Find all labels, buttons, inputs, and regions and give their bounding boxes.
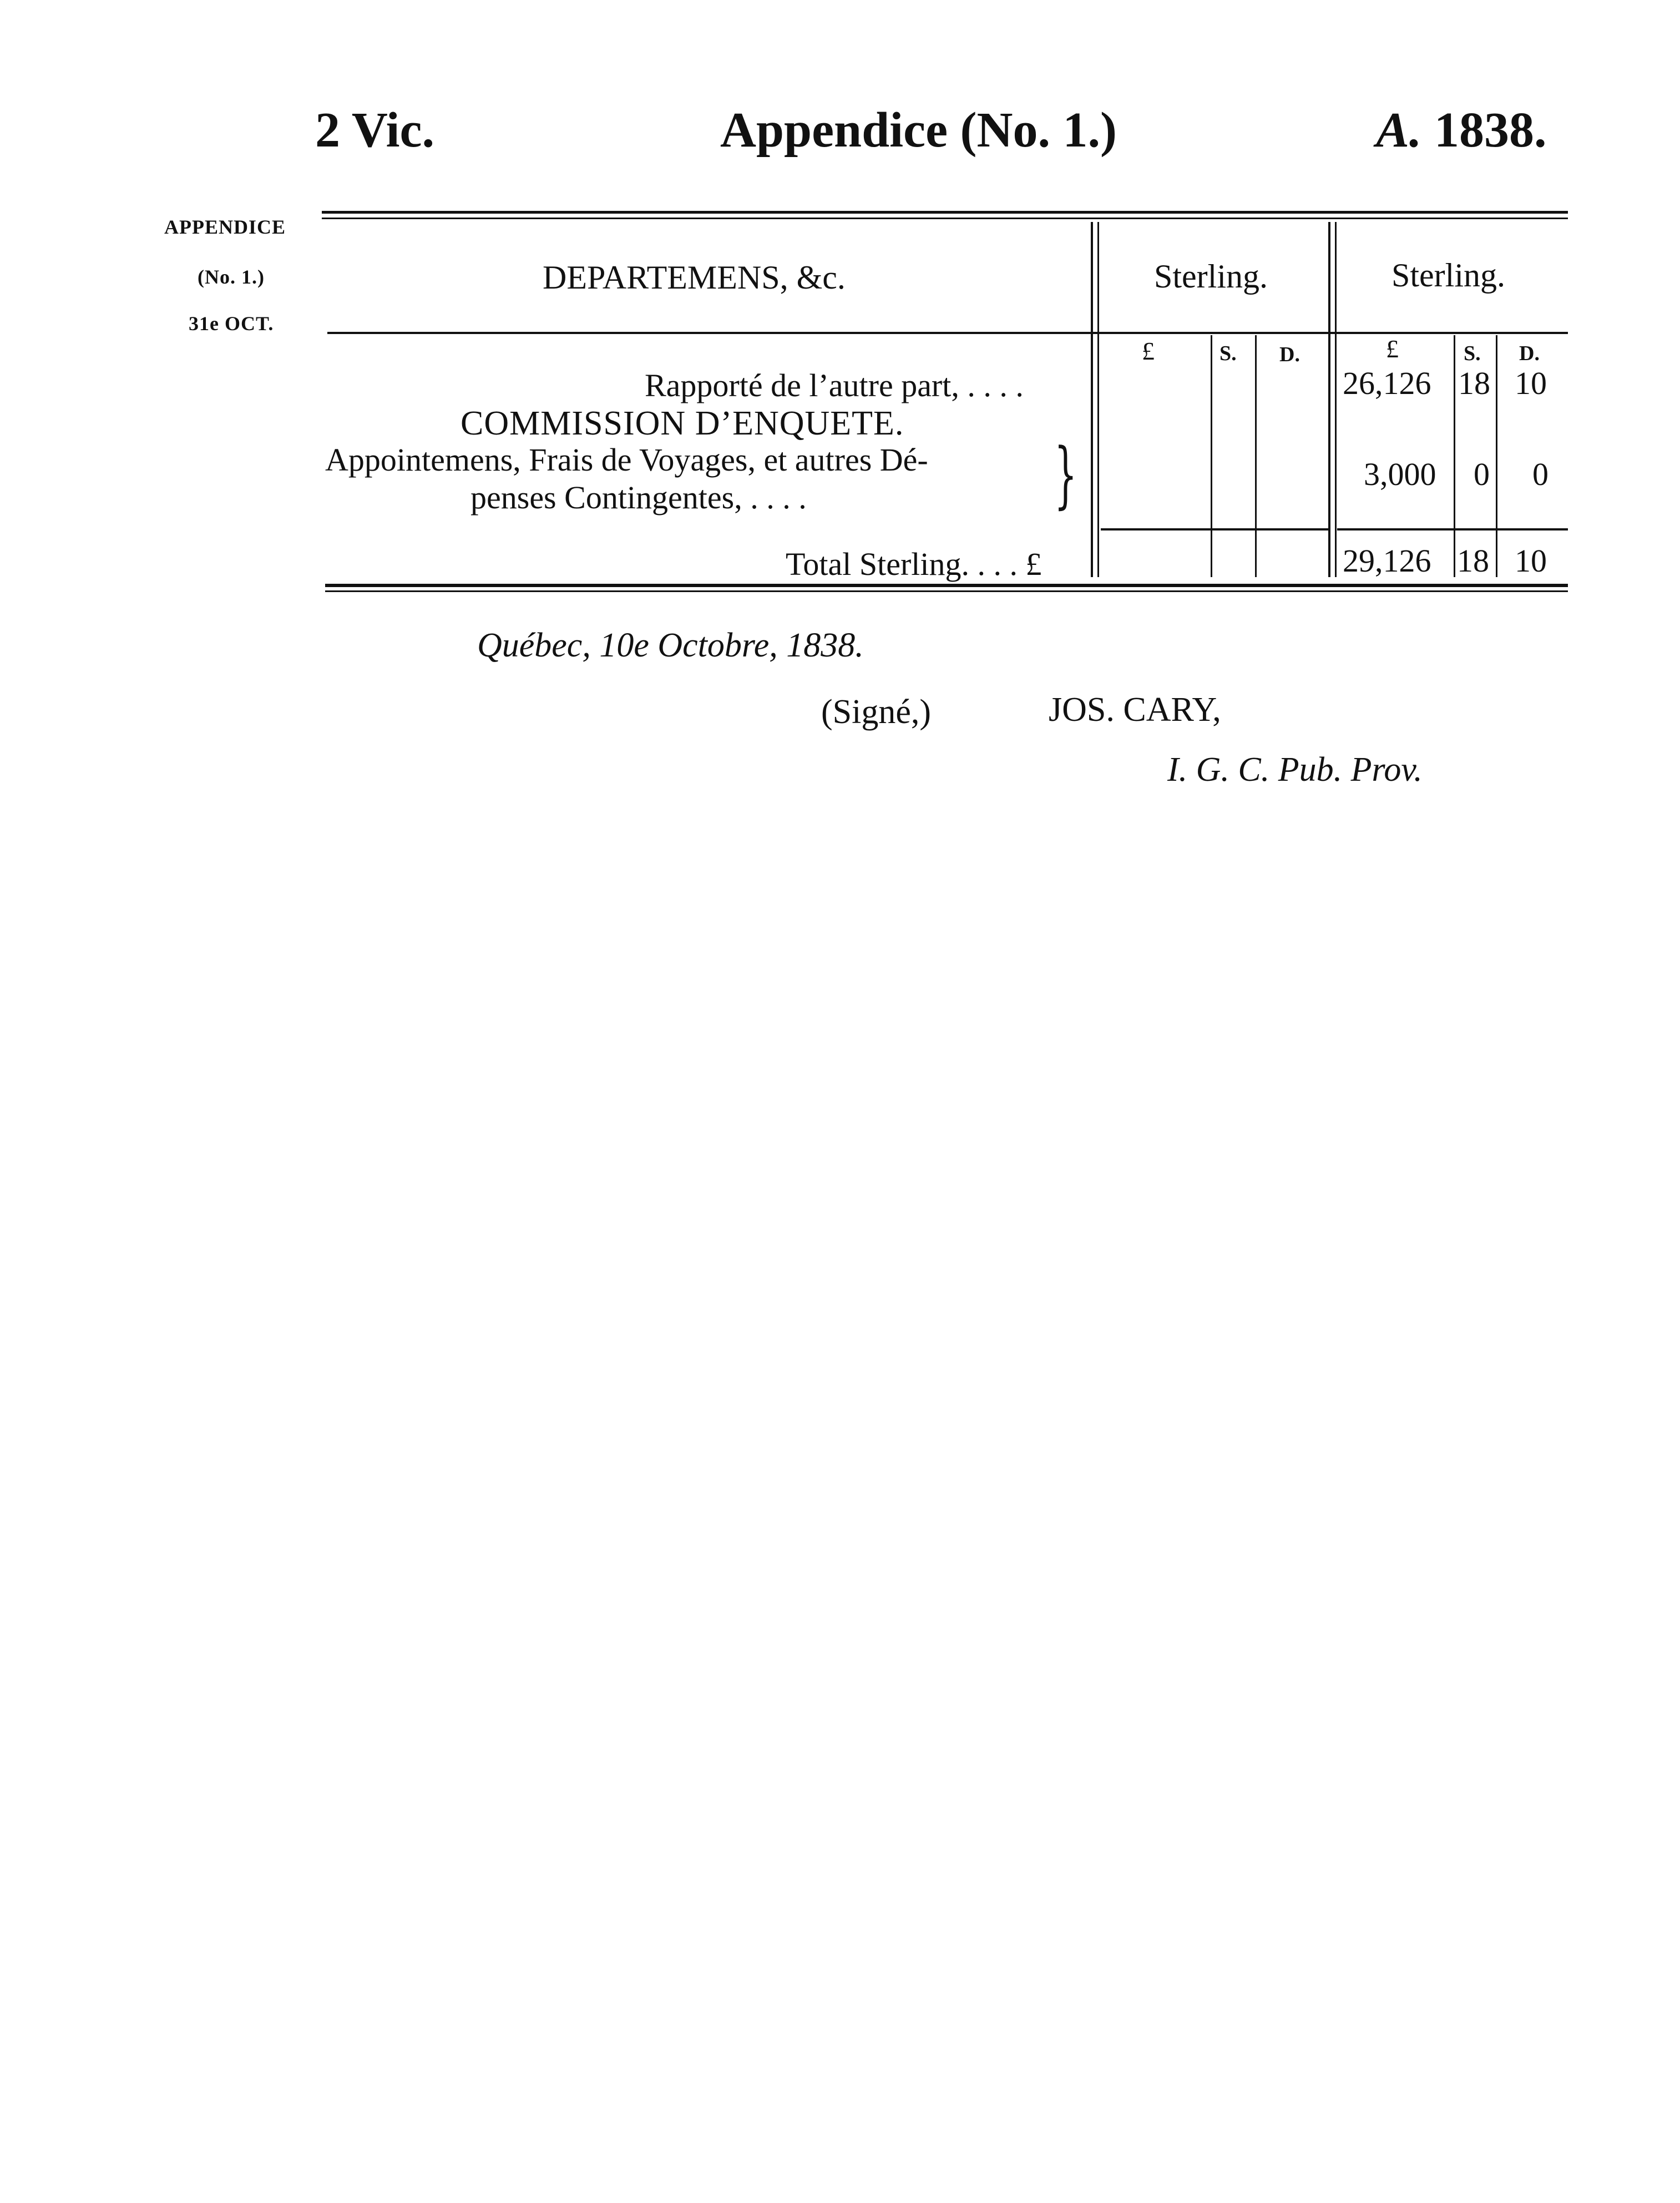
table-bottom-rule-thin [325,590,1568,592]
subcolumn-rule [1211,335,1212,577]
subcolumn-rule [1454,335,1455,577]
unit-pence-1: D. [1279,343,1300,366]
header-separator-rule [327,332,1568,334]
margin-note-date: 31e OCT. [189,312,274,335]
signatory-name: JOS. CARY, [1049,691,1221,729]
column-header-departements: DEPARTEMENS, &c. [543,259,846,296]
unit-shilling-1: S. [1219,342,1237,365]
running-head-title: Appendice (No. 1.) [720,103,1117,158]
row-total-pounds: 29,126 [1343,543,1431,579]
column-rule [1328,222,1330,577]
running-head-letter: A. [1376,103,1422,158]
row-appointments-label-line1: Appointemens, Frais de Voyages, et autres Dé- [325,442,928,478]
brace-symbol: } [1054,432,1077,517]
row-appointments-pounds: 3,000 [1364,456,1436,492]
column-header-sterling-1: Sterling. [1154,258,1268,295]
running-head-left: 2 Vic. [315,103,434,158]
subtotal-rule-2 [1337,528,1568,530]
row-total-shillings: 18 [1457,543,1489,579]
row-total-pence: 10 [1515,543,1547,579]
unit-pound-1: £ [1142,337,1155,365]
table-bottom-rule [325,584,1568,587]
column-rule [1335,222,1337,577]
commission-heading: COMMISSION D’ENQUETE. [461,405,904,442]
row-appointments-pence: 0 [1532,456,1549,492]
unit-pound-2: £ [1386,335,1399,363]
subcolumn-rule [1255,335,1257,577]
subtotal-rule-1 [1101,528,1328,530]
signed-label: (Signé,) [821,693,932,731]
row-appointments-label-line2: penses Contingentes, . . . . [470,479,807,516]
column-header-sterling-2: Sterling. [1391,257,1505,294]
margin-note-appendice: APPENDICE [164,216,286,238]
column-rule [1091,222,1093,577]
column-rule [1097,222,1099,577]
running-head-year-number: 1838. [1434,103,1547,158]
row-report-label: Rapporté de l’autre part, . . . . [645,367,1024,403]
row-report-pounds: 26,126 [1343,365,1431,401]
signatory-title: I. G. C. Pub. Prov. [1167,751,1423,789]
table-top-rule-thin [322,218,1568,219]
place-date: Québec, 10e Octobre, 1838. [477,626,864,664]
unit-pence-2: D. [1519,342,1540,365]
subcolumn-rule [1496,335,1497,577]
row-report-pence: 10 [1515,365,1547,401]
row-appointments-shillings: 0 [1474,456,1490,492]
row-total-label: Total Sterling. . . . £ [786,546,1042,582]
table-top-rule [322,211,1568,214]
unit-shilling-2: S. [1464,342,1481,365]
running-head-year [1376,103,1547,158]
row-report-shillings: 18 [1458,365,1490,401]
margin-note-number: (No. 1.) [198,266,265,288]
